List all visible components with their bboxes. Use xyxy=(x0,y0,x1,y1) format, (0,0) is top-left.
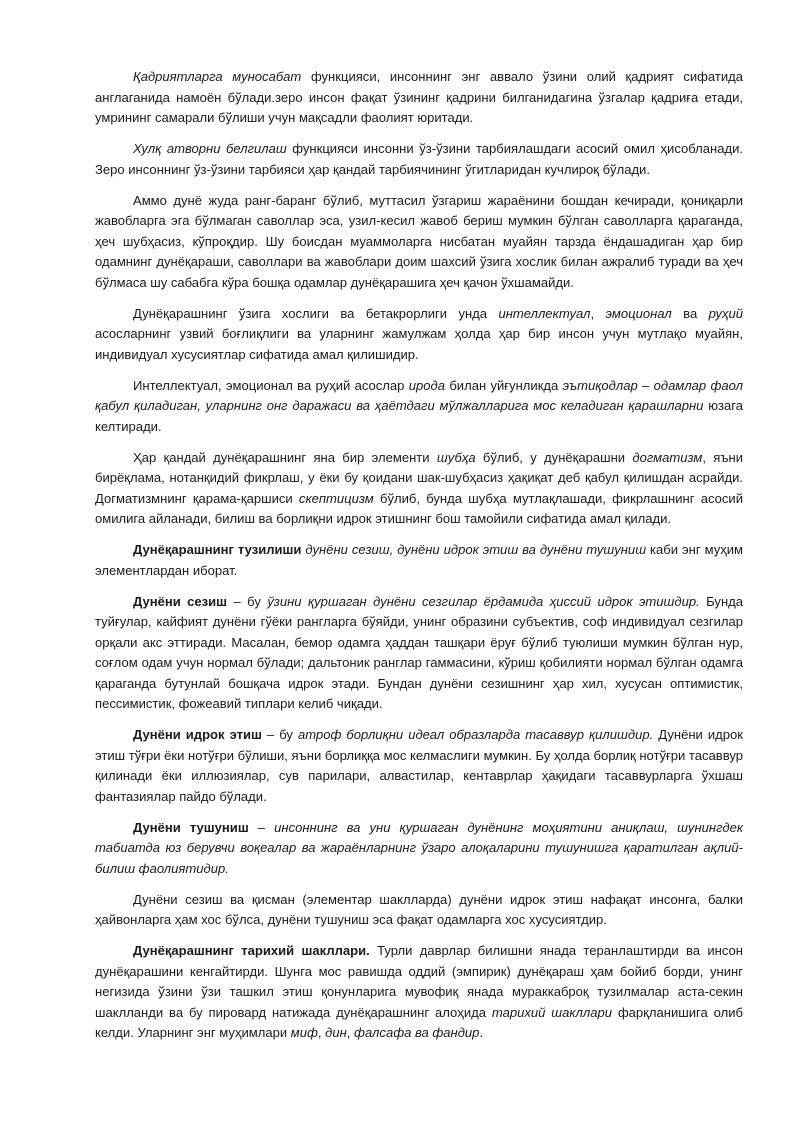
paragraph-uniqueness xyxy=(95,304,743,366)
bold-heading-text: Дунёқарашнинг тузилиши xyxy=(133,542,302,557)
body-text: билан уйғунликда xyxy=(445,377,563,393)
paragraph-doubt xyxy=(95,448,743,530)
italic-emphasis-text: скептицизм xyxy=(298,490,374,506)
body-text: функцияси инсонни ўз-ўзини тарбиялашдаги асосий омил ҳисобланади. Зеро инсоннинг ўз-ўзини тарбияси ҳар қандай тарбиячининг ўгитларидан кучлироқ бўлади. xyxy=(95,141,743,177)
italic-emphasis-text: Хулқ атворни белгилаш xyxy=(133,141,287,156)
paragraph-diverse-world xyxy=(95,191,743,294)
italic-emphasis-text: Қадриятларга муносабат xyxy=(133,69,302,84)
body-text: , xyxy=(590,305,606,321)
italic-emphasis-text: ўзини қуршаган дунёни сезгилар ёрдамида ҳиссий идрок этишдир. xyxy=(267,593,700,609)
body-text: – xyxy=(248,819,275,835)
body-text: , xyxy=(346,1025,355,1040)
body-text: , яъни бирёқлама, нотанқидий фикрлаш, у ёки бу қоидани шак-шубҳасиз ҳақиқат деб қабул қилишдан асрайди. Догматизмнинг қарама-қаршиси xyxy=(95,449,744,506)
paragraph-animals xyxy=(95,890,743,931)
italic-emphasis-text: инсоннинг ва уни қуршаган дунёнинг моҳиятини аниқлаш, шунингдек табиатда юз берувчи воқеалар ва жараёнларнинг ўзаро алоқаларини тушунишга қаратилган ақлий-билиш фаолиятидир. xyxy=(95,819,743,876)
bold-heading-text: Дунёни идрок этиш xyxy=(133,727,262,742)
italic-emphasis-text: дунёни сезиш, дунёни идрок этиш ва дунёни тушуниш xyxy=(305,542,647,557)
body-text: бўлиб, у дунёқарашни xyxy=(475,449,633,465)
italic-emphasis-text: миф xyxy=(290,1025,318,1040)
bold-heading-text: Дунёни сезиш xyxy=(133,593,228,609)
paragraph-beliefs xyxy=(95,376,743,438)
body-text: асосларнинг узвий боғлиқлиги ва уларнинг жамулжам ҳолда ҳар бир инсон учун мутлақо муайян, индивидуал хусусиятлар сифатида амал қилишидир. xyxy=(95,326,743,362)
body-text: Дунёни сезиш ва қисман (элементар шаклларда) дунёни идрок этиш нафақат инсонга, балки ҳайвонларга ҳам хос бўлса, дунёни тушуниш эса фақат одамларга хос хусусиятдир. xyxy=(95,891,743,927)
italic-emphasis-text: атроф борлиқни идеал образларда тасаввур қилишдир. xyxy=(297,727,654,742)
body-text: юзага келтиради. xyxy=(95,398,743,434)
paragraph-world-understanding xyxy=(95,818,743,880)
body-text: . xyxy=(479,1025,484,1040)
body-text: Бунда туйғулар, кайфият дунёни гўёки рангларга бўяйди, унинг образини субъектив, соф индивидуал сезгилар орқали акс эттиради. Масалан, бемор одамга ҳаддан ташқари ёруғ бўлиб туюлиши мумкин бўлган нур, соғлом одам учун нормал бўлади; дальтоник ранглар гаммасини, кўриш қобилияти нормал бўлган одамга қараганда бутунлай бошқача идрок этади. Бундан дунёни сезишнинг ҳар хил, хусусан оптимистик, пессимистик, фожеавий типлари келиб чиқади. xyxy=(95,593,744,711)
italic-emphasis-text: ирода xyxy=(408,377,446,393)
italic-emphasis-text: эмоционал xyxy=(605,305,672,321)
paragraph-world-sensing xyxy=(95,592,743,715)
paragraph-structure xyxy=(95,540,743,581)
italic-emphasis-text: эътиқодлар – одамлар фаол қабул қиладиган, уларнинг онг даражаси ва ҳаётдаги мўлжалларига мос келадиган қарашларни xyxy=(95,377,743,413)
italic-emphasis-text: дин xyxy=(325,1025,347,1040)
body-text: Интеллектуал, эмоционал ва руҳий асослар xyxy=(133,377,409,393)
body-text: ва xyxy=(671,305,709,321)
italic-emphasis-text: догматизм xyxy=(632,449,703,465)
body-text: Аммо дунё жуда ранг-баранг бўлиб, муттасил ўзгариш жараёнини бошдан кечиради, қониқарли жавобларга эга бўлмаган саволлар эса, узил-кесил жавоб бериш мумкин бўлган саволларга қараганда, ҳеч шубҳасиз, кўпроқдир. Шу боисдан муаммоларга нисбатан муайян тарзда ёндашадиган ҳар бир одамнинг дунёқараши, саволлари ва жавоблари доим шахсий ўзига хослик билан ажралиб туради ва ҳеч бўлмаса шу сабабга кўра бошқа одамлар дунёқарашига ҳеч қачон ўхшамайди. xyxy=(95,192,743,290)
paragraph-value-attitude xyxy=(95,67,743,129)
body-text: – бу xyxy=(261,727,298,742)
bold-heading-text: Дунёни тушуниш xyxy=(133,819,249,835)
italic-emphasis-text: тарихий шакллари xyxy=(491,1004,613,1020)
paragraph-historical-forms xyxy=(95,941,743,1044)
body-text: каби энг муҳим элементлардан иборат. xyxy=(95,542,743,578)
body-text: Дунёни идрок этиш тўғри ёки нотўғри бўлиши, яъни борлиққа мос келмаслиги мумкин. Бу ҳолда борлиқ нотўғри тасаввур қилинади ёки иллюзиялар, сув парилари, алвастилар, кентаврлар ҳақидаги тасаввурларга ўхшаш фантазиялар пайдо бўлади. xyxy=(95,727,743,804)
body-text: , xyxy=(317,1025,326,1040)
italic-emphasis-text: фалсафа ва фандир xyxy=(354,1025,480,1040)
body-text: функцияси, инсоннинг энг аввало ўзини олий қадрият сифатида англаганида намоён бўлади.зеро инсон фақат ўзининг қадрини билганидагина ўзгалар қадриға етади, умрининг самарали бўлиши учун мақсадли фаолият юритади. xyxy=(95,69,744,125)
body-text: – бу xyxy=(227,593,268,609)
paragraph-world-perception xyxy=(95,725,743,807)
body-text: фарқланишига олиб келди. Уларнинг энг муҳимлари xyxy=(95,1004,743,1040)
italic-emphasis-text: интеллектуал xyxy=(498,305,591,321)
body-text: Дунёқарашнинг ўзига хослиги ва бетакрорлиги унда xyxy=(133,305,499,321)
bold-heading-text: Дунёқарашнинг тарихий шакллари. xyxy=(133,943,370,958)
body-text: Ҳар қандай дунёқарашнинг яна бир элементи xyxy=(133,449,437,465)
document-page xyxy=(95,67,743,1054)
italic-emphasis-text: шубҳа xyxy=(436,449,476,465)
body-text: Турли даврлар билишни янада теранлаштирди ва инсон дунёқарашини кенгайтирди. Шунга мос равишда оддий (эмпирик) дунёқараш ҳам бойиб борди, унинг негизида ўзини ўзи ташкил этиш қонунларига мувофиқ янада мураккаброқ тузилмалар аста-секин шаклланди ва бу пировард натижада дунёқарашнинг алоҳида xyxy=(95,943,743,1020)
body-text: бўлиб, бунда шубҳа мутлақлашади, фикрлашнинг асосий омилига айланади, билиш ва борлиқни идрок этишнинг бош тамойили сифатида амал қилади. xyxy=(95,490,743,526)
paragraph-behavior-shaping xyxy=(95,139,743,180)
italic-emphasis-text: руҳий xyxy=(708,305,744,321)
